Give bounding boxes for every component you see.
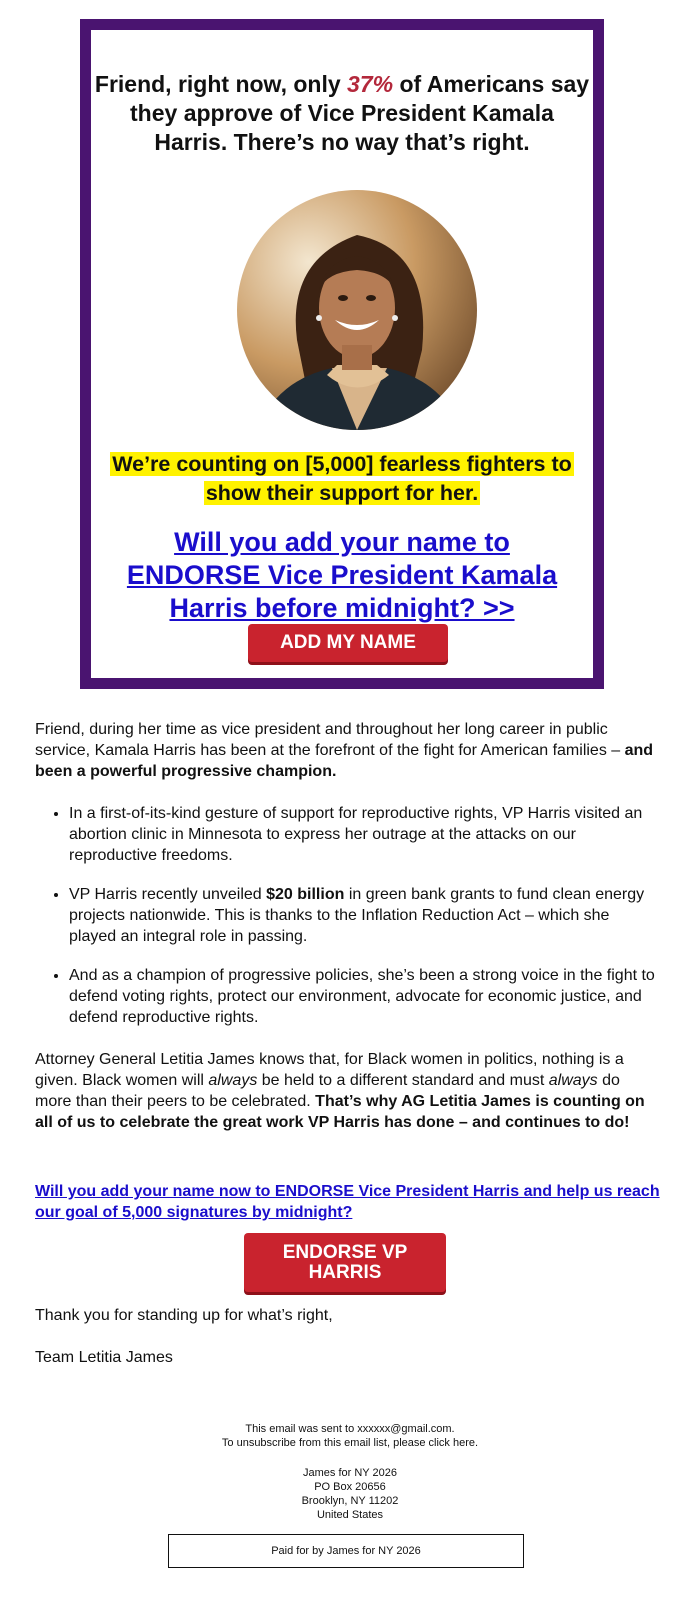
p2-emphasis-2: always <box>548 1072 598 1089</box>
list-item <box>69 884 660 947</box>
footer-address <box>0 1466 700 1522</box>
endorse-vp-harris-button[interactable]: ENDORSE VP HARRIS <box>244 1233 446 1292</box>
p2-text-b: be held to a different standard and must <box>257 1072 549 1089</box>
paid-for-disclaimer: Paid for by James for NY 2026 <box>168 1534 524 1568</box>
footer-email-notice <box>0 1422 700 1450</box>
bullet-text: And as a champion of progressive policies, she’s been a strong voice in the fight to defend voting rights, protect our environment, advocate for economic justice, and defend reproductive rights. <box>69 967 655 1026</box>
closing-line: Thank you for standing up for what’s right, <box>35 1307 333 1324</box>
intro-text: Friend, during her time as vice president and throughout her long career in public service, Kamala Harris has been at the forefront of the fight for American families – <box>35 721 625 759</box>
p2-emphasis-1: always <box>208 1072 258 1089</box>
unsubscribe-line <box>0 1436 700 1450</box>
list-item <box>69 803 660 866</box>
list-item <box>69 965 660 1028</box>
address-line: Brooklyn, NY 11202 <box>301 1495 399 1507</box>
unsubscribe-pre: To unsubscribe from this email list, please click <box>221 1437 453 1449</box>
unsubscribe-link[interactable]: here <box>453 1437 476 1449</box>
bullet-text: In a first-of-its-kind gesture of support for reproductive rights, VP Harris visited an abortion clinic in Minnesota to express her outrage at the attacks on our reproductive freedoms. <box>69 805 643 864</box>
headline-post: of Americans say they approve of Vice President Kamala Harris. There’s no way that’s right. <box>130 71 590 155</box>
highlight-message <box>91 450 593 508</box>
unsubscribe-post: . <box>475 1437 479 1449</box>
bullet-text-pre: VP Harris recently unveiled <box>69 886 267 903</box>
p2-text-c: do more than their peers to be celebrated. <box>35 1072 620 1110</box>
letitia-paragraph <box>35 1049 660 1133</box>
intro-paragraph <box>35 719 660 782</box>
p2-bold-text: That’s why AG Letitia James is counting on all of us to celebrate the great work VP Harris has done – and continues to do! <box>35 1093 645 1131</box>
bullet-text-post: in green bank grants to fund clean energy projects nationwide. This is thanks to the Inflation Reduction Act – which she played an integral role in passing. <box>69 886 645 945</box>
hero-endorse-link[interactable]: Will you add your name to ENDORSE Vice President Kamala Harris before midnight? >> <box>126 527 558 623</box>
hero-box <box>80 19 604 689</box>
highlight-text: We’re counting on [5,000] fearless fighters to show their support for her. <box>112 452 572 505</box>
p2-text-a: Attorney General Letitia James knows that, for Black women in politics, nothing is a given. Black women will <box>35 1051 624 1089</box>
address-line: PO Box 20656 <box>314 1481 386 1493</box>
accomplishments-list <box>35 803 660 1046</box>
address-line: James for NY 2026 <box>303 1467 397 1479</box>
inline-endorse-link[interactable]: Will you add your name now to ENDORSE Vice President Harris and help us reach our goal of 5,000 signatures by midnight? <box>35 1183 660 1221</box>
portrait-photo <box>237 190 477 430</box>
address-line: United States <box>316 1509 384 1521</box>
sent-to-text: This email was sent to xxxxxx@gmail.com. <box>245 1423 455 1435</box>
add-my-name-button[interactable]: ADD MY NAME <box>248 624 448 662</box>
hero-headline <box>91 70 593 157</box>
bullet-bold-amount: $20 billion <box>266 886 345 903</box>
approval-percentage: 37% <box>347 71 394 97</box>
headline-pre: Friend, right now, only <box>94 71 348 97</box>
signature: Team Letitia James <box>35 1349 173 1366</box>
intro-bold-text: and been a powerful progressive champion. <box>35 742 654 780</box>
